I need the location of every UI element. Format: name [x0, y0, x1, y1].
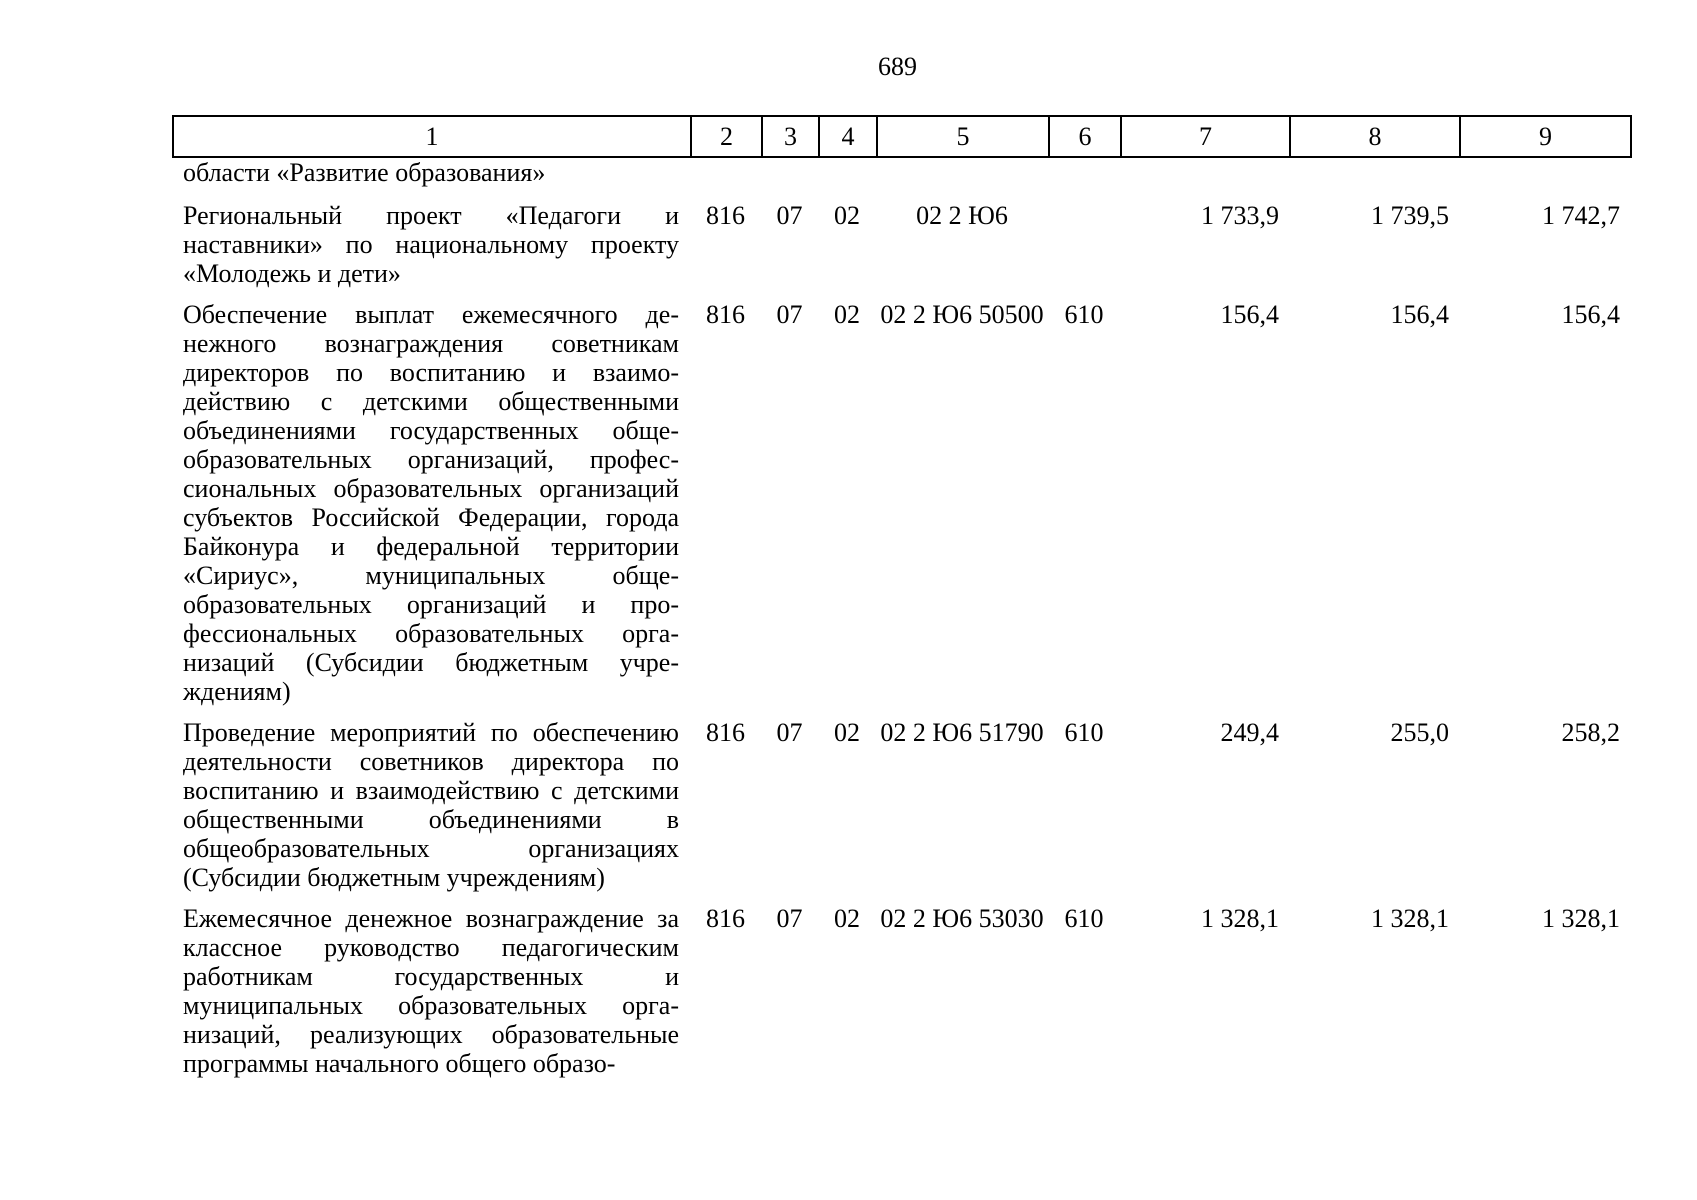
cell-col-9 — [1459, 158, 1630, 201]
cell-col-7 — [1120, 158, 1289, 201]
row-description: области «Развитие образования» — [183, 158, 546, 187]
cell-col-8: 156,4 — [1390, 300, 1449, 329]
cell-col-3: 07 — [776, 718, 803, 747]
cell-col-5: 02 2 Ю6 53030 — [880, 904, 1044, 933]
cell-col-6: 610 — [1064, 904, 1104, 933]
row-description: Проведение мероприятий по обеспечению деятельности советников директора по воспитанию и взаимодействию с детскими общественными объединениями в общеобразовательных организациях (Субсидии бюджетным учреждениям) — [183, 718, 679, 892]
row-description: Ежемесячное денежное вознаграждение за классное руководство педагогическим работникам государственных и муниципальных образовательных организаций, реализующих образовательные программы начального общего образо- — [183, 904, 679, 1078]
cell-col-2: 816 — [706, 201, 745, 230]
cell-col-7: 156,4 — [1220, 300, 1279, 329]
table-row — [172, 158, 1630, 201]
cell-col-3: 07 — [776, 201, 803, 230]
cell-col-4: 02 — [834, 300, 860, 329]
cell-col-5: 02 2 Ю6 50500 — [880, 300, 1044, 329]
cell-col-9: 1 328,1 — [1542, 904, 1620, 933]
cell-col-3: 07 — [776, 300, 803, 329]
table-row — [172, 300, 1630, 718]
cell-col-7: 1 328,1 — [1201, 904, 1279, 933]
table-body — [172, 158, 1630, 1078]
cell-col-2: 816 — [706, 904, 745, 933]
column-header-8: 8 — [1290, 116, 1460, 157]
header-row — [173, 116, 1631, 157]
cell-col-8: 1 739,5 — [1371, 201, 1449, 230]
cell-col-5 — [876, 158, 1048, 201]
column-header-7: 7 — [1121, 116, 1290, 157]
column-header-5: 5 — [877, 116, 1049, 157]
cell-col-8: 1 328,1 — [1371, 904, 1449, 933]
cell-col-7: 249,4 — [1220, 718, 1279, 747]
cell-col-4 — [818, 158, 876, 201]
cell-col-6: 610 — [1064, 718, 1104, 747]
cell-col-4: 02 — [834, 718, 860, 747]
cell-col-6 — [1048, 201, 1120, 300]
table-row — [172, 718, 1630, 904]
page-number: 689 — [878, 52, 917, 81]
column-header-1: 1 — [173, 116, 691, 157]
cell-col-3: 07 — [776, 904, 803, 933]
cell-col-9: 156,4 — [1561, 300, 1620, 329]
cell-col-2: 816 — [706, 300, 745, 329]
cell-col-5: 02 2 Ю6 51790 — [880, 718, 1044, 747]
cell-col-2: 816 — [706, 718, 745, 747]
cell-col-8 — [1289, 158, 1459, 201]
row-description: Обеспечение выплат ежемесячного денежного вознаграждения советникам директоров по воспитанию и взаимодействию с детскими общественными объединениями государственных общеобразовательных организаций, профессиональных образовательных организаций субъектов Российской Федерации, города Байконура и федеральной территории «Сириус», муниципальных общеобразовательных организаций и профессиональных образовательных организаций (Субсидии бюджетным учреждениям) — [183, 300, 679, 706]
cell-col-2 — [690, 158, 761, 201]
cell-col-8: 255,0 — [1390, 718, 1449, 747]
table-row — [172, 904, 1630, 1078]
cell-col-6 — [1048, 158, 1120, 201]
cell-col-4: 02 — [834, 904, 860, 933]
row-description: Региональный проект «Педагоги и наставники» по национальному проекту «Молодежь и дети» — [183, 201, 679, 288]
column-header-2: 2 — [691, 116, 762, 157]
column-header-6: 6 — [1049, 116, 1121, 157]
column-header-9: 9 — [1460, 116, 1631, 157]
table-row — [172, 201, 1630, 300]
cell-col-3 — [761, 158, 818, 201]
cell-col-9: 1 742,7 — [1542, 201, 1620, 230]
table-header — [172, 115, 1632, 158]
column-header-4: 4 — [819, 116, 877, 157]
cell-col-6: 610 — [1064, 300, 1104, 329]
cell-col-4: 02 — [834, 201, 860, 230]
cell-col-5: 02 2 Ю6 — [916, 201, 1008, 230]
cell-col-7: 1 733,9 — [1201, 201, 1279, 230]
column-header-3: 3 — [762, 116, 819, 157]
cell-col-9: 258,2 — [1561, 718, 1620, 747]
